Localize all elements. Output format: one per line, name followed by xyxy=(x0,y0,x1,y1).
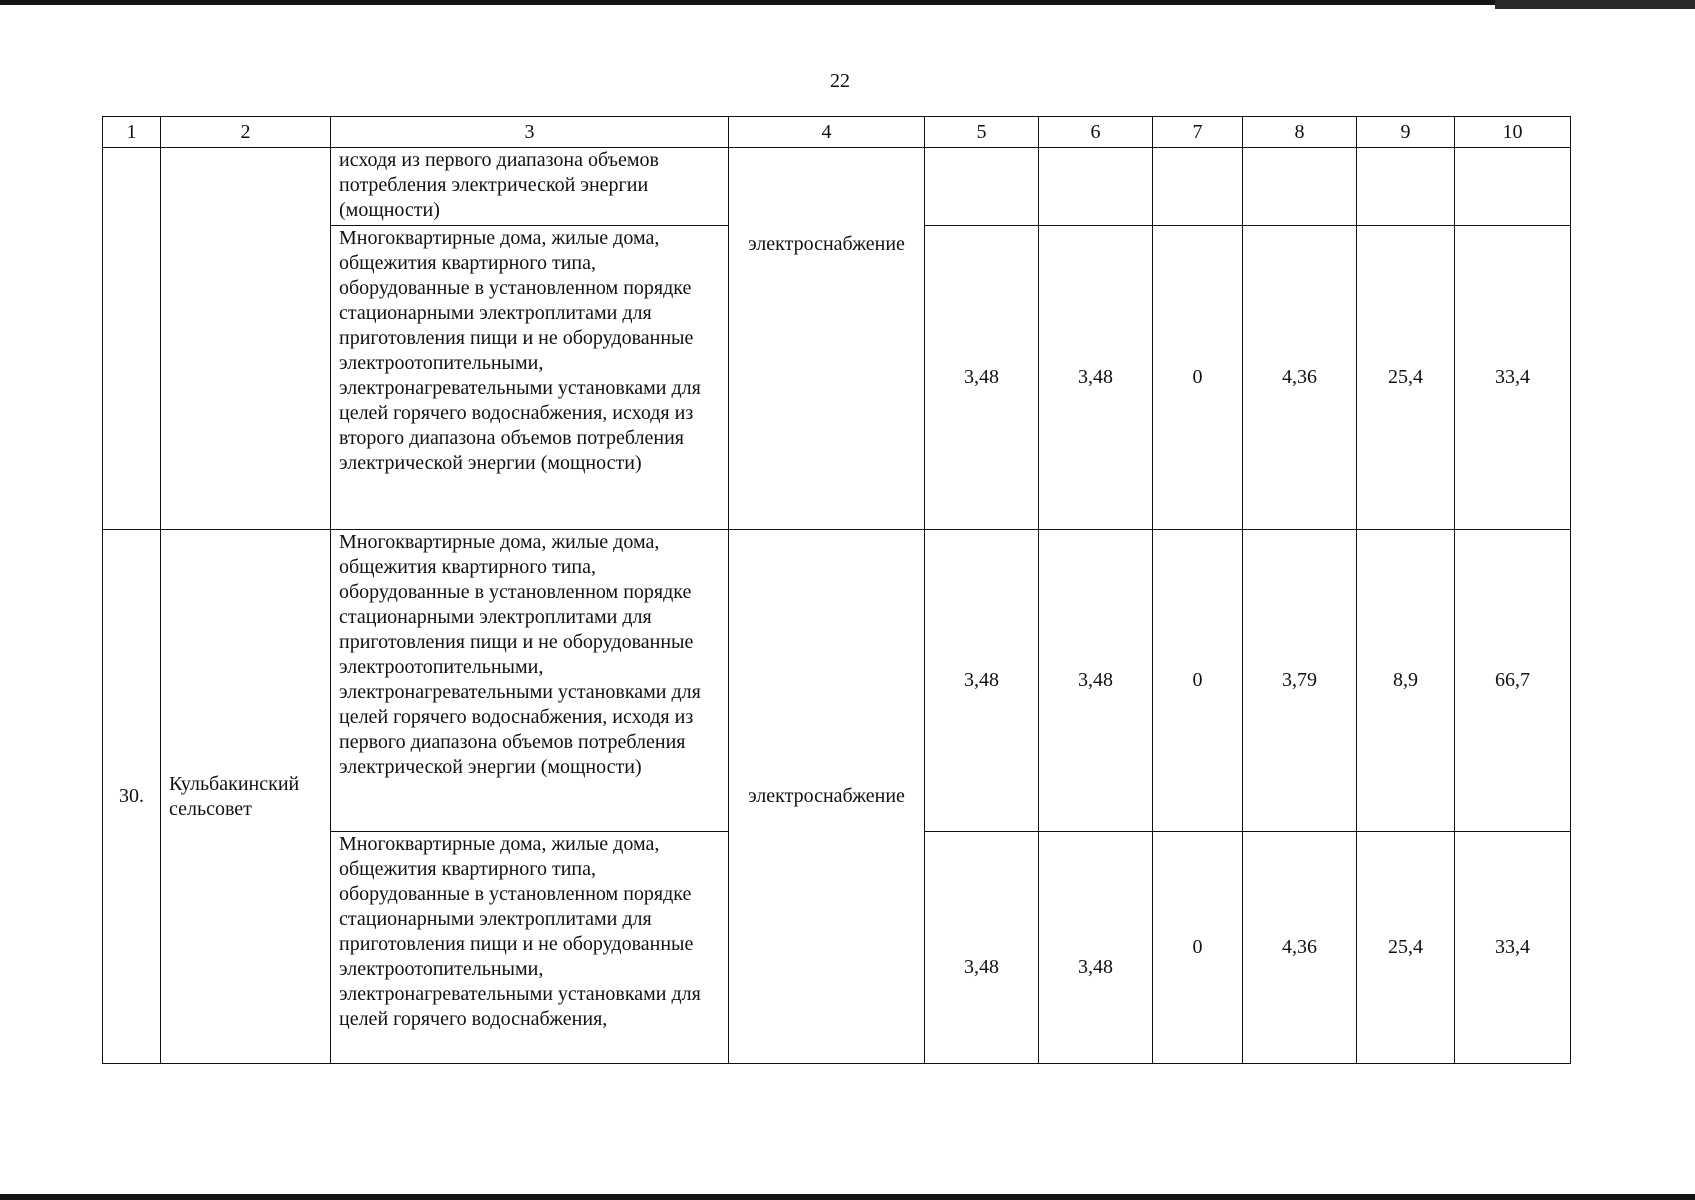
cell-service: электроснабжение xyxy=(729,530,925,1064)
cell-col-8: 4,36 xyxy=(1243,832,1357,1064)
cell-col-6: 3,48 xyxy=(1039,530,1153,832)
cell-empty xyxy=(1243,148,1357,226)
cell-col-7: 0 xyxy=(1153,530,1243,832)
cell-name-empty xyxy=(161,148,331,530)
header-col-2: 2 xyxy=(161,117,331,148)
cell-col-8: 4,36 xyxy=(1243,226,1357,530)
cell-service: электроснабжение xyxy=(729,148,925,530)
cell-empty xyxy=(1455,148,1571,226)
cell-settlement-name: Кульбакинский сельсовет xyxy=(161,530,331,1064)
header-col-7: 7 xyxy=(1153,117,1243,148)
cell-description: Многоквартирные дома, жилые дома, общежития квартирного типа, оборудованные в установленном порядке стационарными электроплитами для приготовления пищи и не оборудованные электроотопительными, электронагревательными установками для целей горячего водоснабжения, исходя из первого диапазона объемов потребления электрической энергии (мощности) xyxy=(331,530,729,832)
cell-col-5: 3,48 xyxy=(925,226,1039,530)
cell-description: исходя из первого диапазона объемов потребления электрической энергии (мощности) xyxy=(331,148,729,226)
cell-col-7: 0 xyxy=(1153,832,1243,1064)
cell-col-6: 3,48 xyxy=(1039,832,1153,1064)
cell-col-10: 33,4 xyxy=(1455,226,1571,530)
cell-empty xyxy=(1039,148,1153,226)
scan-edge-bottom xyxy=(0,1194,1695,1200)
cell-col-8: 3,79 xyxy=(1243,530,1357,832)
header-col-8: 8 xyxy=(1243,117,1357,148)
table-row xyxy=(103,148,1571,226)
cell-empty xyxy=(925,148,1039,226)
cell-col-9: 25,4 xyxy=(1357,226,1455,530)
header-col-1: 1 xyxy=(103,117,161,148)
cell-col-5: 3,48 xyxy=(925,832,1039,1064)
cell-col-5: 3,48 xyxy=(925,530,1039,832)
header-row xyxy=(103,117,1571,148)
cell-col-10: 66,7 xyxy=(1455,530,1571,832)
scan-edge-right xyxy=(1495,0,1695,9)
cell-col-9: 25,4 xyxy=(1357,832,1455,1064)
cell-description: Многоквартирные дома, жилые дома, общежития квартирного типа, оборудованные в установленном порядке стационарными электроплитами для приготовления пищи и не оборудованные электроотопительными, электронагревательными установками для целей горячего водоснабжения, xyxy=(331,832,729,1064)
page-number: 22 xyxy=(830,70,850,92)
tariff-table xyxy=(102,116,1571,1064)
cell-empty xyxy=(1153,148,1243,226)
cell-number-empty xyxy=(103,148,161,530)
table-row xyxy=(103,530,1571,832)
header-col-10: 10 xyxy=(1455,117,1571,148)
header-col-5: 5 xyxy=(925,117,1039,148)
cell-empty xyxy=(1357,148,1455,226)
header-col-6: 6 xyxy=(1039,117,1153,148)
header-col-3: 3 xyxy=(331,117,729,148)
cell-number: 30. xyxy=(103,530,161,1064)
scan-edge-top xyxy=(0,0,1695,5)
header-col-9: 9 xyxy=(1357,117,1455,148)
header-col-4: 4 xyxy=(729,117,925,148)
cell-col-9: 8,9 xyxy=(1357,530,1455,832)
cell-col-6: 3,48 xyxy=(1039,226,1153,530)
cell-description: Многоквартирные дома, жилые дома, общежития квартирного типа, оборудованные в установленном порядке стационарными электроплитами для приготовления пищи и не оборудованные электроотопительными, электронагревательными установками для целей горячего водоснабжения, исходя из второго диапазона объемов потребления электрической энергии (мощности) xyxy=(331,226,729,530)
cell-col-10: 33,4 xyxy=(1455,832,1571,1064)
cell-col-7: 0 xyxy=(1153,226,1243,530)
